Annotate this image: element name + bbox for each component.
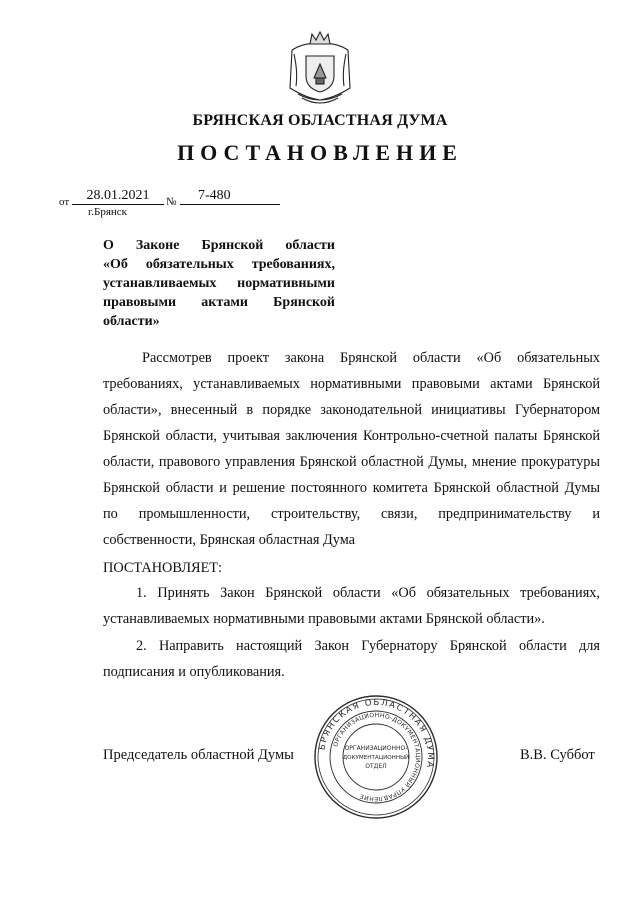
subject-line: области» (103, 314, 160, 329)
resolves-heading: ПОСТАНОВЛЯЕТ: (103, 560, 223, 576)
official-stamp (313, 694, 439, 820)
from-label: от (59, 196, 70, 208)
stamp-inner-text: ОРГАНИЗАЦИОННО-ДОКУМЕНТАЦИОННЫЙ УПРАВЛЕНИЕ (332, 711, 422, 803)
coat-of-arms-icon (284, 28, 356, 108)
document-date: 28.01.2021 (72, 188, 164, 205)
stamp-center-line: ОРГАНИЗАЦИОННО- (344, 745, 408, 752)
document-subject (103, 236, 335, 331)
stamp-center-line: ОТДЕЛ (365, 763, 387, 770)
subject-line: О Законе Брянской области (103, 238, 335, 253)
stamp-center-line: ДОКУМЕНТАЦИОННЫЙ (342, 755, 410, 761)
document-type-title: ПОСТАНОВЛЕНИЕ (177, 140, 463, 165)
document-number: 7-480 (180, 188, 280, 205)
subject-line: правовыми актами Брянской (103, 295, 335, 310)
resolution-item-1: 1. Принять Закон Брянской области «Об обязательных требованиях, устанавливаемых нормативными правовыми актами Брянской области». (103, 585, 600, 627)
stamp-outer-text: БРЯНСКАЯ ОБЛАСТНАЯ ДУМА (317, 697, 436, 770)
subject-line: устанавливаемых нормативными (103, 276, 335, 291)
resolution-item-2: 2. Направить настоящий Закон Губернатору Брянской области для подписания и опубликования. (103, 638, 600, 680)
signatory-name: В.В. Суббот (520, 747, 595, 763)
signatory-position: Председатель областной Думы (103, 747, 294, 763)
preamble-paragraph: Рассмотрев проект закона Брянской области «Об обязательных требованиях, устанавливаемых нормативными правовыми актами Брянской области», внесенный в порядке законодательной инициативы Губернатором Брянской области, учитывая заключения Контрольно-счетной палаты Брянской области, правового управления Брянской областной Думы, мнение прокуратуры Брянской области и решение постоянного комитета Брянской областной Думы по промышленности, строительству, связи, предпринимательству и собственности, Брянская областная Дума (103, 350, 600, 548)
number-label: № (166, 196, 177, 208)
subject-line: «Об обязательных требованиях, (103, 257, 335, 272)
city-label: г.Брянск (88, 206, 128, 218)
organization-title: БРЯНСКАЯ ОБЛАСТНАЯ ДУМА (192, 112, 448, 129)
